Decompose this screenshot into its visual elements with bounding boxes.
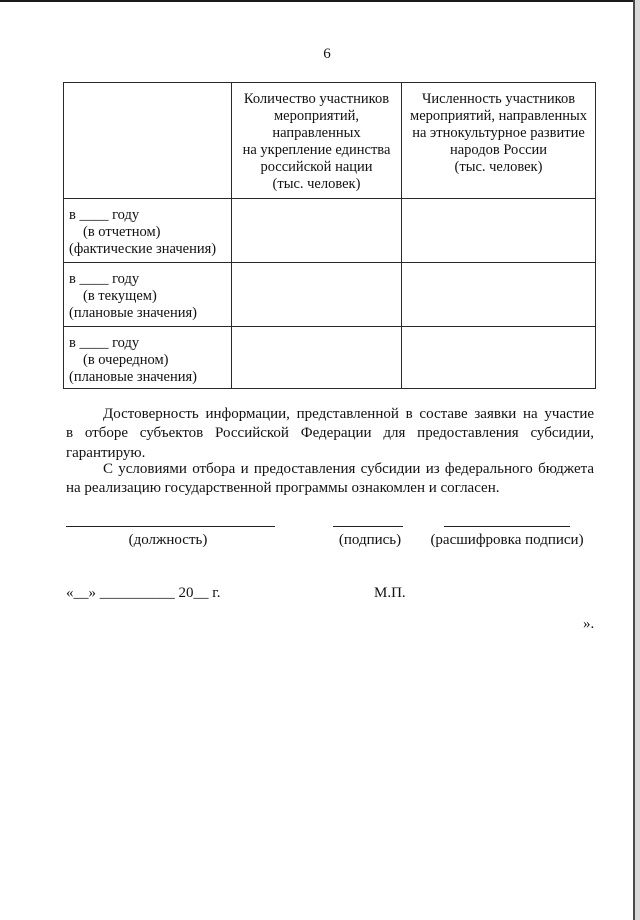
data-table [63, 82, 596, 389]
header-line: российской нации [260, 159, 373, 175]
table-cell-empty [402, 327, 596, 389]
closing-mark: ». [583, 616, 595, 632]
header-line: (тыс. человек) [454, 159, 543, 175]
table-row [64, 263, 596, 327]
page-number: 6 [323, 46, 331, 62]
header-line: (тыс. человек) [272, 176, 361, 192]
table-cell-empty [402, 263, 596, 327]
table-cell-empty [402, 199, 596, 263]
header-line: народов России [449, 142, 548, 158]
paragraph-line: в отборе субъектов Российской Федерации для предоставления субсидии, [66, 425, 594, 441]
row-label-line: в ____ году [69, 335, 140, 351]
table-cell-empty [232, 327, 402, 389]
paragraph-line: гарантирую. [66, 445, 146, 461]
header-line: направленных [272, 125, 361, 141]
header-line: мероприятий, направленных [410, 108, 587, 124]
signature-caption-name: (расшифровка подписи) [430, 532, 584, 548]
row-label-line: (плановые значения) [69, 369, 198, 385]
row-label-line: в ____ году [69, 271, 140, 287]
date-line: «__» __________ 20__ г. [66, 585, 221, 601]
row-label-cell [64, 263, 232, 327]
header-line: мероприятий, [273, 108, 360, 124]
row-label-line: (в отчетном) [83, 224, 161, 240]
stamp-place: М.П. [374, 585, 406, 601]
row-label-cell [64, 327, 232, 389]
table-row [64, 199, 596, 263]
row-label-line: (в текущем) [83, 288, 157, 304]
row-label-cell [64, 199, 232, 263]
header-line: Численность участников [421, 91, 576, 107]
signature-caption-signature: (подпись) [338, 532, 402, 548]
signature-line-signature [333, 526, 403, 527]
row-label-line: (плановые значения) [69, 305, 198, 321]
row-label-line: в ____ году [69, 207, 140, 223]
scan-edge-right-shade [635, 0, 640, 920]
header-cell-empty [64, 83, 232, 199]
paragraph-line: Достоверность информации, представленной в составе заявки на участие [103, 406, 594, 422]
header-line: Количество участников [243, 91, 390, 107]
scan-edge-top [0, 0, 640, 2]
signature-line-name [444, 526, 570, 527]
table-cell-empty [232, 199, 402, 263]
header-cell-ethnocultural-participants [402, 83, 596, 199]
table-cell-empty [232, 263, 402, 327]
table-row [64, 327, 596, 389]
header-line: на укрепление единства [242, 142, 391, 158]
header-cell-unity-participants [232, 83, 402, 199]
paragraph-line: С условиями отбора и предоставления субсидии из федерального бюджета [103, 461, 594, 477]
signature-line-position [66, 526, 275, 527]
signature-caption-position: (должность) [128, 532, 208, 548]
row-label-line: (фактические значения) [69, 241, 217, 257]
row-label-line: (в очередном) [83, 352, 169, 368]
paragraph-line: на реализацию государственной программы ознакомлен и согласен. [66, 480, 500, 496]
table-header-row [64, 83, 596, 199]
header-line: на этнокультурное развитие [412, 125, 585, 141]
